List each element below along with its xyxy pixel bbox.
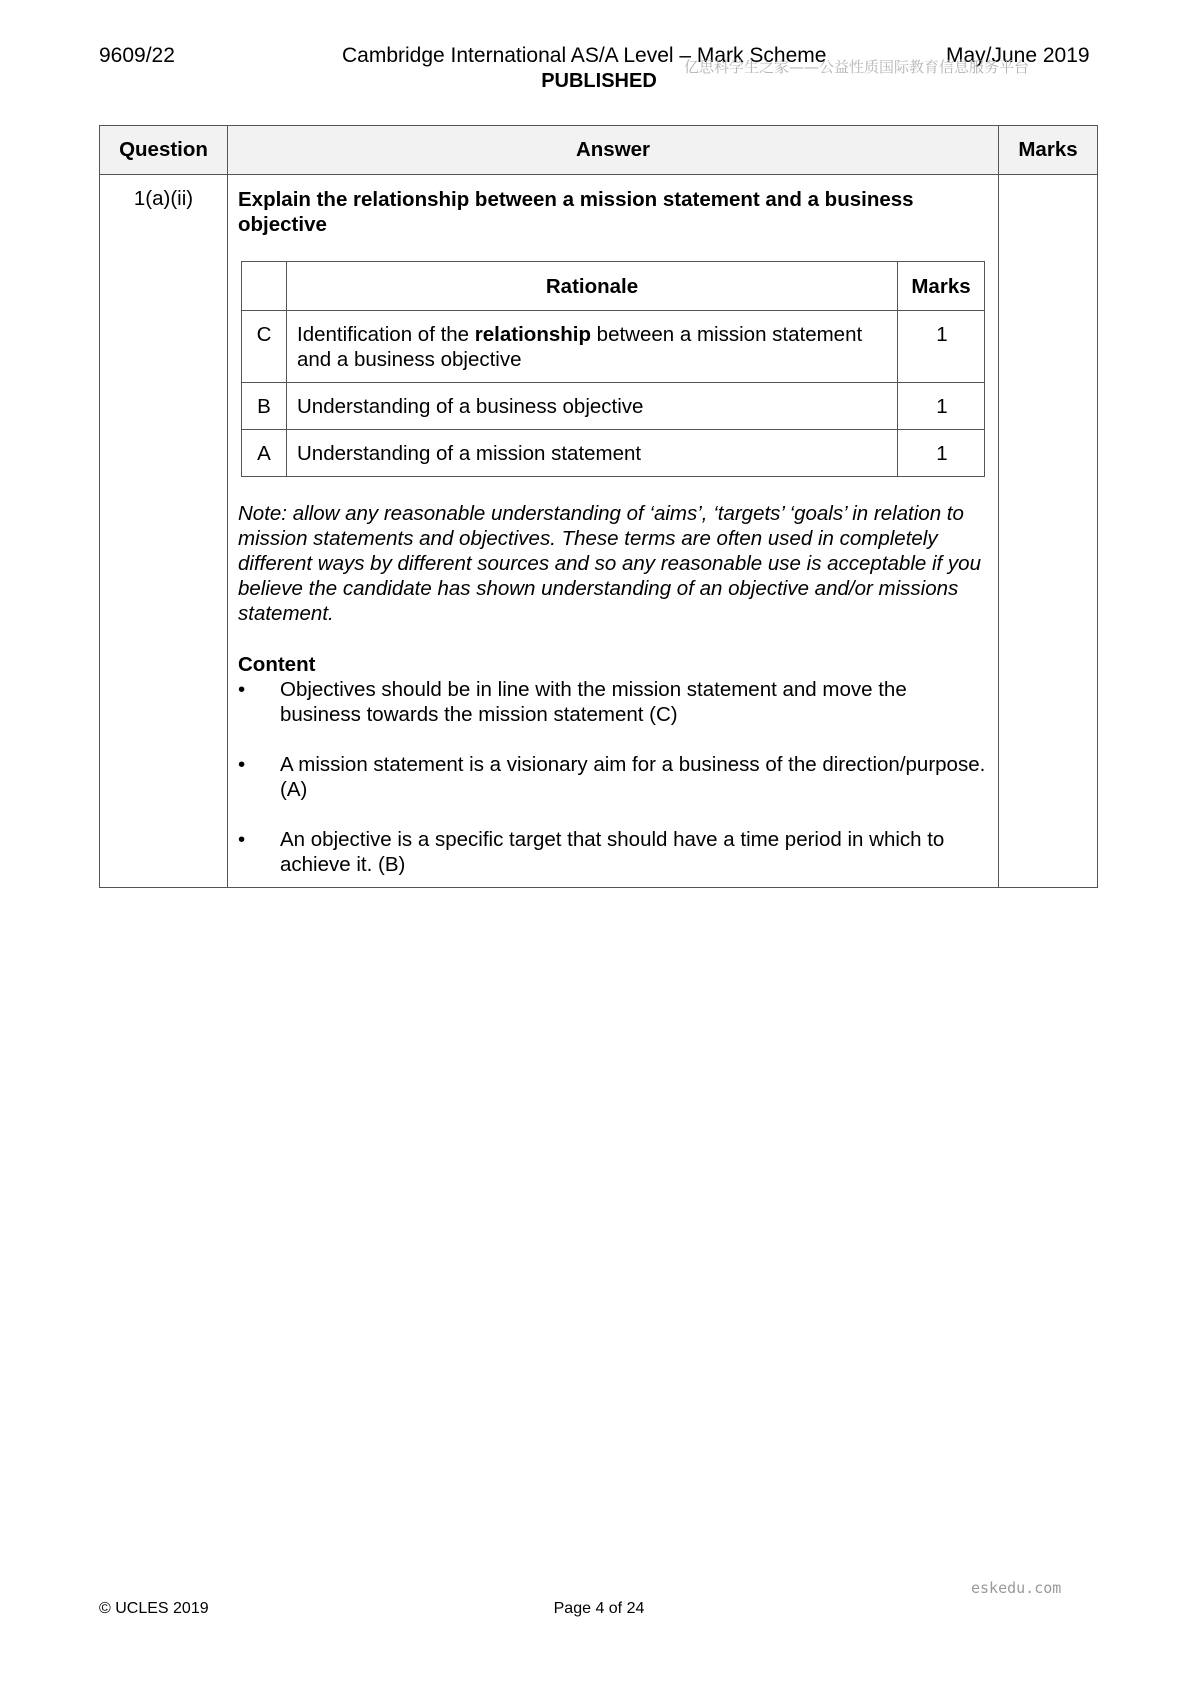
mark-scheme-table — [99, 125, 1098, 888]
rationale-marks: 1 — [898, 383, 985, 430]
answer-cell — [228, 175, 999, 888]
content-heading: Content — [238, 653, 316, 676]
marks-header: Marks — [999, 126, 1098, 175]
rationale-header-row — [242, 262, 985, 311]
exam-session: May/June 2019 — [946, 44, 1090, 67]
bullet-icon: • — [238, 753, 246, 776]
content-point: An objective is a specific target that should have a time period in which to achieve it. (B) — [280, 828, 945, 876]
marks-cell — [999, 175, 1098, 888]
bullet-icon: • — [238, 678, 246, 701]
level-label: B — [242, 383, 287, 430]
rationale-text: Understanding of a business objective — [287, 383, 898, 430]
page-number: Page 4 of 24 — [553, 1600, 645, 1617]
marking-note: Note: allow any reasonable understanding of ‘aims’, ‘targets’ ‘goals’ in relation to mission statements and objectives. These terms are often used in completely different ways by different sources and so any reasonable use is acceptable if you believe the candidate has shown understanding of an objective and/or missions statement. — [238, 502, 981, 625]
content-list — [238, 677, 986, 877]
paper-code: 9609/22 — [99, 44, 175, 67]
level-label: A — [242, 430, 287, 477]
rationale-row — [242, 430, 985, 477]
table-header-row — [100, 126, 1098, 175]
answer-header: Answer — [228, 126, 999, 175]
level-header — [242, 262, 287, 311]
question-number: 1(a)(ii) — [100, 175, 228, 888]
rationale-marks-header: Marks — [898, 262, 985, 311]
level-label: C — [242, 311, 287, 383]
watermark-top: 亿思科学生之家——公益性质国际教育信息服务平台 — [684, 58, 1030, 76]
question-header: Question — [100, 126, 228, 175]
question-text: Explain the relationship between a mission statement and a business objective — [238, 188, 914, 236]
rationale-table — [241, 261, 985, 477]
rationale-row — [242, 311, 985, 383]
rationale-text-part: between a mission statement and a business objective — [297, 323, 863, 371]
content-point: Objectives should be in line with the mission statement and move the business towards the mission statement (C) — [280, 678, 907, 726]
rationale-text-part: Identification of the — [297, 323, 475, 346]
list-item — [238, 752, 986, 802]
bullet-icon: • — [238, 828, 246, 851]
rationale-marks: 1 — [898, 311, 985, 383]
rationale-header: Rationale — [287, 262, 898, 311]
copyright: © UCLES 2019 — [99, 1600, 209, 1617]
rationale-marks: 1 — [898, 430, 985, 477]
list-item — [238, 677, 986, 727]
list-item — [238, 827, 986, 877]
document-title: Cambridge International AS/A Level – Mark Scheme — [342, 44, 827, 67]
rationale-row — [242, 383, 985, 430]
rationale-text-bold: relationship — [474, 323, 591, 346]
content-point: A mission statement is a visionary aim for a business of the direction/purpose. (A) — [280, 753, 986, 801]
published-label: PUBLISHED — [541, 70, 657, 92]
rationale-text: Understanding of a mission statement — [287, 430, 898, 477]
table-row — [100, 175, 1098, 888]
watermark-bottom: eskedu.com — [971, 1579, 1062, 1597]
rationale-text — [287, 311, 898, 383]
